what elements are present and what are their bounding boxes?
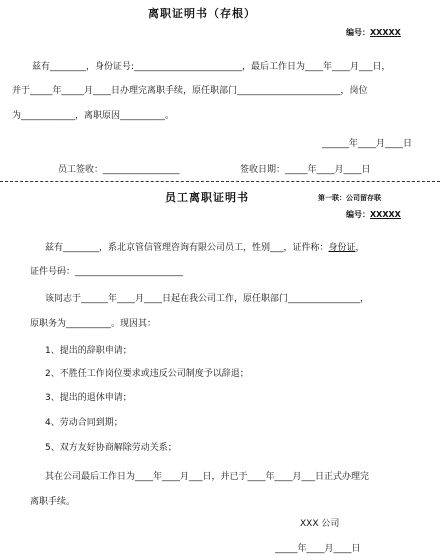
- p1-text: 兹有________，系北京管信管理咨询有限公司员工，性别___，证件称：: [45, 243, 329, 253]
- certificate-serial: [346, 209, 401, 220]
- reason-item: 1、提出的辞职申请；: [45, 346, 132, 356]
- stub-title: 离职证明书（存根）: [148, 7, 256, 20]
- stub-employee-signature: 员工签收：_________________: [58, 165, 180, 175]
- p1-comma: ，: [355, 243, 365, 253]
- stub-sign-date: 签收日期：_____年____月____日: [240, 165, 371, 175]
- certificate-p2-line-2: 原职务为__________。现因其：: [30, 319, 157, 329]
- certificate-title: 员工离职证明书: [165, 191, 249, 204]
- stub-serial-label: 编号：: [346, 28, 370, 37]
- stub-date-line: ______年____月____日: [322, 139, 413, 149]
- certificate-p1-line-2: 证件号码：________________________: [30, 267, 184, 277]
- reason-item: 3、提出的退休申请；: [45, 393, 132, 403]
- reason-item: 5、双方友好协商解除劳动关系；: [45, 443, 177, 453]
- certificate-serial-label: 编号：: [346, 210, 370, 219]
- copy-note: 第一联：公司留存联: [318, 194, 381, 202]
- certificate-serial-value: XXXXX: [370, 210, 401, 219]
- company-name: XXX 公司: [300, 519, 340, 529]
- id-type-value: 身份证: [328, 243, 356, 253]
- certificate-p3-line-2: 离职手续。: [30, 497, 76, 507]
- certificate-date-line: _____年____月____日: [275, 544, 361, 554]
- stub-serial-value: XXXXX: [370, 28, 401, 37]
- stub-paragraph-line-3: 为____________，离职原因__________。: [12, 111, 175, 121]
- cut-line-divider: [0, 181, 440, 182]
- stub-serial: [346, 27, 401, 38]
- certificate-p2-line-1: 该同志于______年____月____日起在我公司工作，原任职部门________________，: [45, 294, 370, 304]
- certificate-p3-line-1: 其在公司最后工作日为____年____月___日，并已于____年____月___日正式办理完: [45, 472, 370, 482]
- certificate-p1-line-1: [45, 242, 365, 254]
- stub-paragraph-line-2: 并于_____年_____月____日办理完离职手续，原任职部门_______________________，岗位: [12, 86, 368, 96]
- stub-paragraph-line-1: 兹有________，身份证号:________________________，最后工作日为____年____月___日，: [32, 62, 391, 72]
- reason-item: 4、劳动合同到期；: [45, 418, 123, 428]
- reason-item: 2、不胜任工作岗位要求或违反公司制度予以辞退；: [45, 369, 249, 379]
